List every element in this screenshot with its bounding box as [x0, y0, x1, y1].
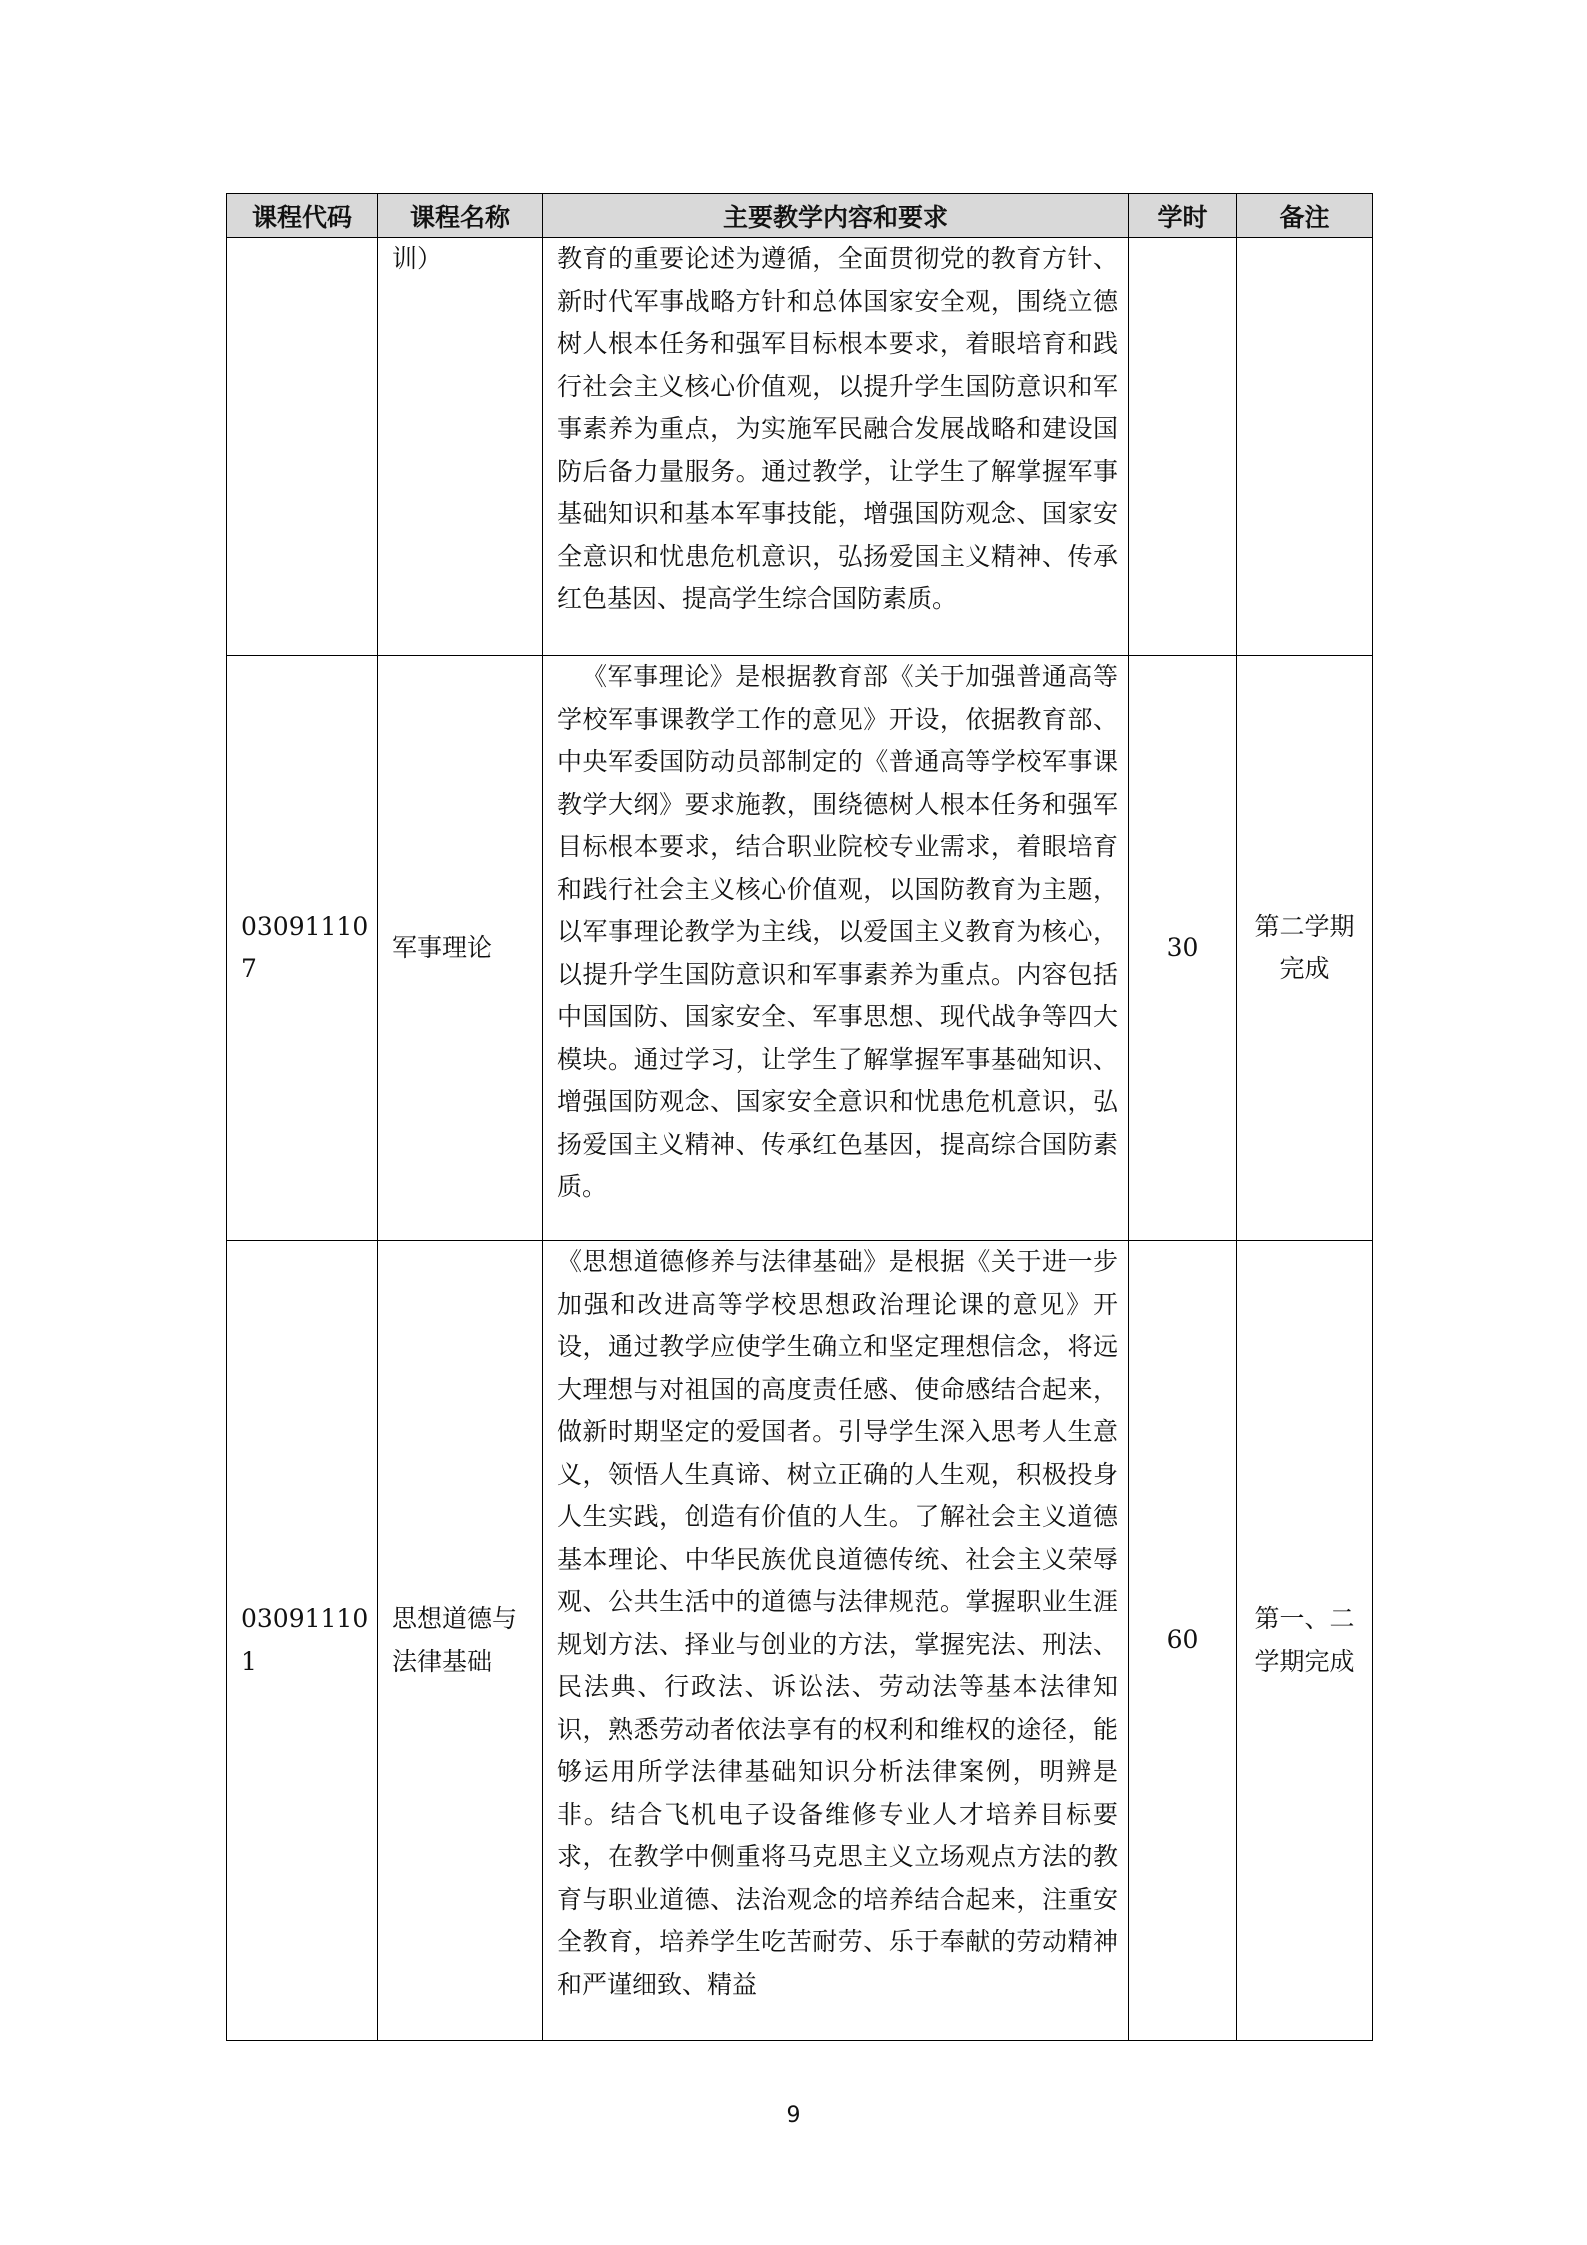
course-note-cell: 第一、二学期完成 [1237, 1241, 1373, 2041]
course-name-cell: 训） [378, 238, 543, 656]
course-content-cell [543, 656, 1129, 1241]
course-content-cell [543, 238, 1129, 656]
header-course-name: 课程名称 [378, 194, 543, 238]
course-content-text: 教育的重要论述为遵循，全面贯彻党的教育方针、新时代军事战略方针和总体国家安全观，围绕立德树人根本任务和强军目标根本要求，着眼培育和践行社会主义核心价值观，以提升学生国防意识和军事素养为重点，为实施军民融合发展战略和建设国防后备力量服务。通过教学，让学生了解掌握军事基础知识和基本军事技能，增强国防观念、国家安全意识和忧患危机意识，弘扬爱国主义精神、传承红色基因、提高学生综合国防素质。 [557, 244, 1118, 613]
course-content-text: 《军事理论》是根据教育部《关于加强普通高等学校军事课教学工作的意见》开设，依据教育部、中央军委国防动员部制定的《普通高等学校军事课教学大纲》要求施教，围绕德树人根本任务和强军目标根本要求，结合职业院校专业需求，着眼培育和践行社会主义核心价值观，以国防教育为主题，以军事理论教学为主线，以爱国主义教育为核心，以提升学生国防意识和军事素养为重点。内容包括中国国防、国家安全、军事思想、现代战争等四大模块。通过学习，让学生了解掌握军事基础知识、增强国防观念、国家安全意识和忧患危机意识，弘扬爱国主义精神、传承红色基因，提高综合国防素质。 [557, 662, 1118, 1201]
course-name-cell: 思想道德与法律基础 [378, 1241, 543, 2041]
table-header-row [227, 194, 1373, 238]
header-note: 备注 [1237, 194, 1373, 238]
header-teaching-content: 主要教学内容和要求 [543, 194, 1129, 238]
table-row [227, 1241, 1373, 2041]
course-note-cell [1237, 238, 1373, 656]
course-hours-cell [1129, 238, 1237, 656]
course-hours-cell: 60 [1129, 1241, 1237, 2041]
header-hours: 学时 [1129, 194, 1237, 238]
page-number: 9 [786, 2103, 801, 2128]
course-table [226, 193, 1373, 2041]
course-code-cell: 030911101 [227, 1241, 378, 2041]
table-row [227, 238, 1373, 656]
course-name-cell: 军事理论 [378, 656, 543, 1241]
course-content-cell [543, 1241, 1129, 2041]
course-content-text: 《思想道德修养与法律基础》是根据《关于进一步加强和改进高等学校思想政治理论课的意见》开设，通过教学应使学生确立和坚定理想信念，将远大理想与对祖国的高度责任感、使命感结合起来，做新时期坚定的爱国者。引导学生深入思考人生意义，领悟人生真谛、树立正确的人生观，积极投身人生实践，创造有价值的人生。了解社会主义道德基本理论、中华民族优良道德传统、社会主义荣辱观、公共生活中的道德与法律规范。掌握职业生涯规划方法、择业与创业的方法，掌握宪法、刑法、民法典、行政法、诉讼法、劳动法等基本法律知识，熟悉劳动者依法享有的权利和维权的途径，能够运用所学法律基础知识分析法律案例，明辨是非。结合飞机电子设备维修专业人才培养目标要求，在教学中侧重将马克思主义立场观点方法的教育与职业道德、法治观念的培养结合起来，注重安全教育，培养学生吃苦耐劳、乐于奉献的劳动精神和严谨细致、精益 [557, 1247, 1118, 1999]
course-code-cell: 030911107 [227, 656, 378, 1241]
header-course-code: 课程代码 [227, 194, 378, 238]
table-row [227, 656, 1373, 1241]
course-note-cell: 第二学期完成 [1237, 656, 1373, 1241]
course-code-cell [227, 238, 378, 656]
course-hours-cell: 30 [1129, 656, 1237, 1241]
